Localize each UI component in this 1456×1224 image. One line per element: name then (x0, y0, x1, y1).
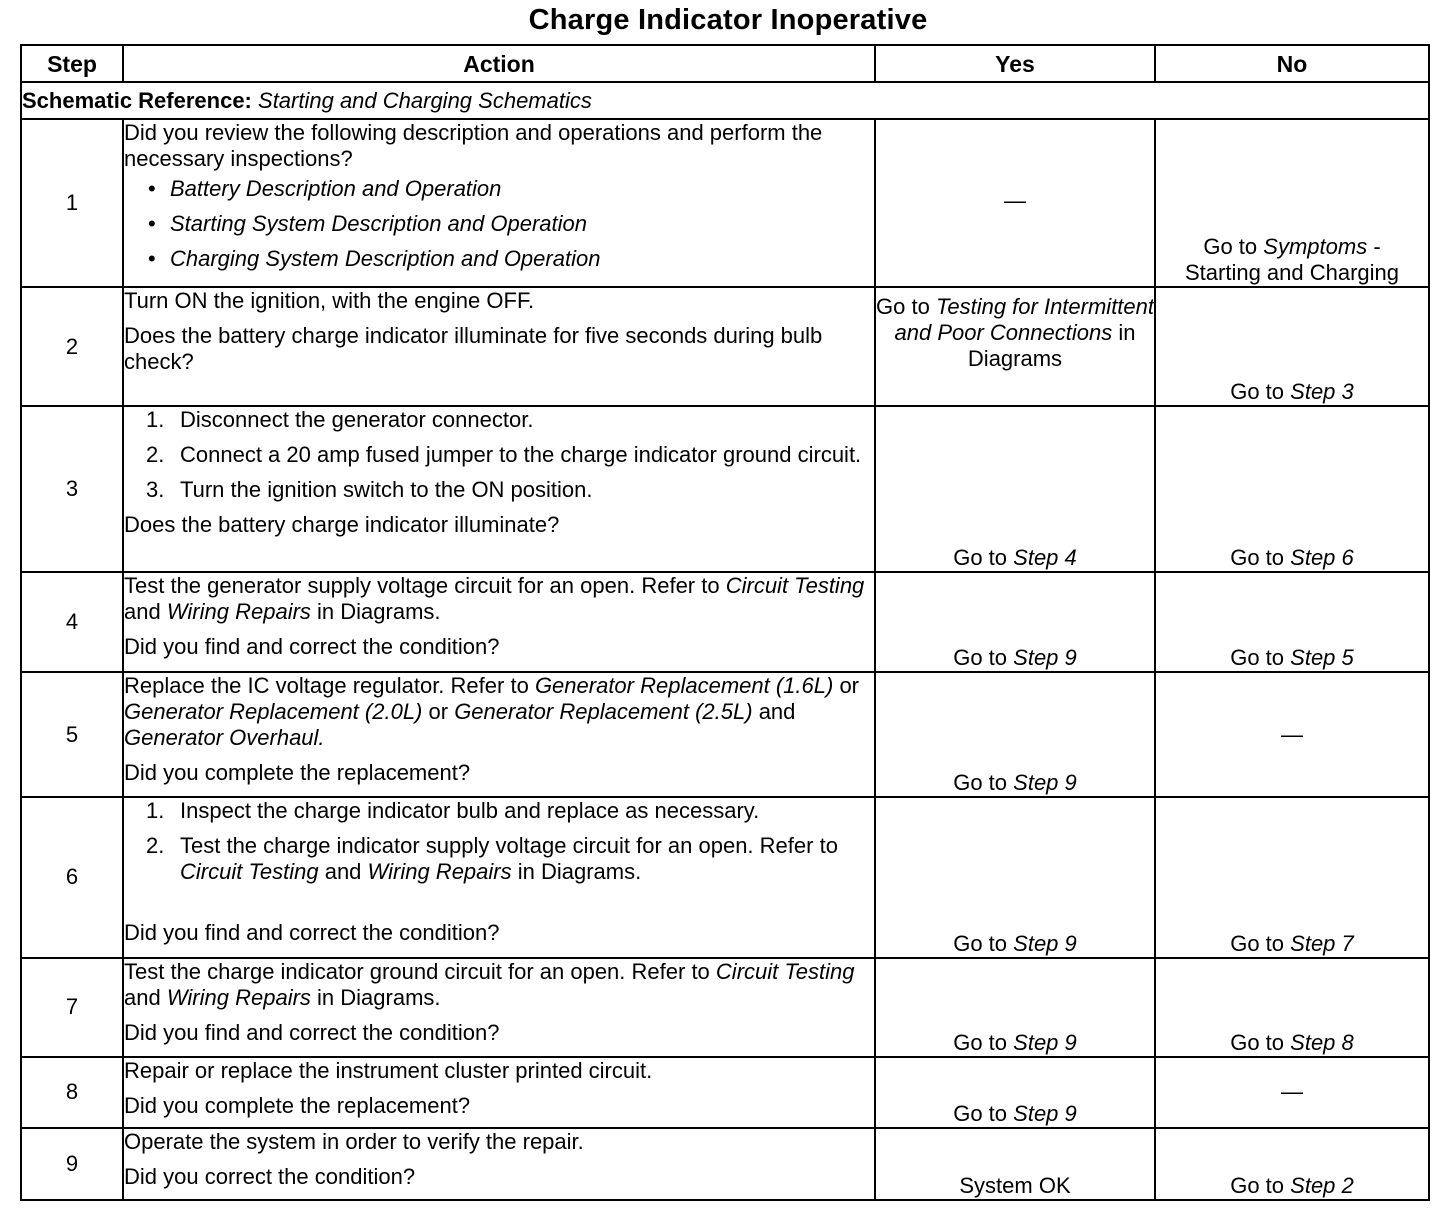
action-cell (123, 406, 875, 572)
table-row (21, 119, 1429, 287)
yes-cell: Go to Step 9 (875, 672, 1155, 797)
generator-replacement-1-6l-link[interactable]: Generator Replacement (1.6L) (534, 673, 834, 699)
circuit-testing-link[interactable]: Circuit Testing (715, 958, 855, 984)
no-cell: Go to Step 8 (1155, 958, 1429, 1057)
action-question: Did you find and correct the condition? (124, 633, 500, 659)
circuit-testing-link[interactable]: Circuit Testing (725, 572, 865, 598)
step-number: 8 (21, 1057, 123, 1128)
yes-link[interactable]: Step 9 (1013, 930, 1077, 956)
step-number: 5 (21, 672, 123, 797)
bullet-item-link[interactable]: • Starting System Description and Operation (148, 211, 874, 237)
yes-link[interactable]: Step 9 (1013, 645, 1077, 671)
action-cell: Replace the IC voltage regulator. Refer to Generator Replacement (1.6L) or Generator Replacement (2.0L) or Generator Replacement (2.5L) and Generator Overhaul. Did you complete the replacement? (123, 672, 875, 797)
action-question: Did you find and correct the condition? (124, 920, 500, 946)
yes-cell (875, 1128, 1155, 1200)
wiring-repairs-link[interactable]: Wiring Repairs (367, 859, 512, 885)
action-question: Did you correct the condition? (124, 1163, 416, 1189)
wiring-repairs-link[interactable]: Wiring Repairs (166, 598, 311, 624)
yes-cell: Go to Step 4 (875, 406, 1155, 572)
schematic-reference-label: Schematic Reference: (22, 87, 252, 113)
action-cell (123, 119, 875, 287)
action-question: Does the battery charge indicator illuminate for five seconds during bulb check? (124, 323, 823, 375)
yes-cell: Go to Testing for Intermittent and Poor Connections in Diagrams (875, 287, 1155, 405)
circuit-testing-link[interactable]: Circuit Testing (180, 859, 319, 885)
no-cell: Go to Step 2 (1155, 1128, 1429, 1200)
generator-replacement-2-5l-link[interactable]: Generator Replacement (2.5L) (454, 699, 753, 725)
table-row (21, 797, 1429, 957)
system-ok-text: System OK (959, 1173, 1071, 1198)
schematic-reference (21, 82, 1429, 119)
yes-link[interactable]: Step 9 (1013, 1100, 1077, 1126)
yes-link[interactable]: Step 9 (1013, 1029, 1077, 1055)
no-link[interactable]: Step 8 (1290, 1029, 1354, 1055)
list-item: 2. Test the charge indicator supply voltage circuit for an open. Refer to Circuit Testing and Wiring Repairs in Diagrams. (146, 833, 838, 885)
no-dash: — (1281, 721, 1303, 747)
list-item: 2. Connect a 20 amp fused jumper to the charge indicator ground circuit. (146, 441, 862, 467)
step-number: 4 (21, 572, 123, 672)
yes-dash: — (1004, 188, 1026, 214)
no-link[interactable]: Step 6 (1290, 544, 1354, 570)
action-question: Did you find and correct the condition? (124, 1019, 500, 1045)
header-row (21, 45, 1429, 82)
page-title: Charge Indicator Inoperative (528, 4, 928, 36)
no-link[interactable]: Step 5 (1290, 645, 1354, 671)
bullet-item-link[interactable]: • Battery Description and Operation (148, 176, 874, 202)
bullet-list (124, 176, 874, 272)
no-cell: Go to Step 7 (1155, 797, 1429, 957)
table-row (21, 1057, 1429, 1128)
list-item: 1. Disconnect the generator connector. (146, 406, 534, 432)
yes-cell: Go to Step 9 (875, 1057, 1155, 1128)
action-question: Does the battery charge indicator illuminate? (124, 511, 560, 537)
col-header-no: No (1155, 45, 1429, 82)
col-header-action: Action (123, 45, 875, 82)
table-row (21, 958, 1429, 1057)
step-number: 1 (21, 119, 123, 287)
no-cell: Go to Symptoms - Starting and Charging (1155, 119, 1429, 287)
action-question: Did you complete the replacement? (124, 1092, 471, 1118)
no-cell (1155, 1057, 1429, 1128)
no-link[interactable]: Step 7 (1290, 930, 1354, 956)
step-number: 2 (21, 287, 123, 405)
no-link[interactable]: Step 2 (1290, 1173, 1354, 1198)
step-number: 3 (21, 406, 123, 572)
diagnostic-table (20, 44, 1430, 1201)
no-dash: — (1281, 1079, 1303, 1105)
no-cell: Go to Step 5 (1155, 572, 1429, 672)
yes-cell (875, 119, 1155, 287)
schematic-reference-link[interactable]: Starting and Charging Schematics (258, 87, 592, 113)
yes-link[interactable]: Step 4 (1013, 544, 1077, 570)
col-header-yes: Yes (875, 45, 1155, 82)
step-number: 7 (21, 958, 123, 1057)
step-number: 9 (21, 1128, 123, 1200)
action-question: Did you review the following description and operations and perform the necessary inspections? (124, 120, 823, 172)
numbered-list (124, 407, 874, 503)
list-item: 3. Turn the ignition switch to the ON position. (146, 476, 593, 502)
table-row (21, 406, 1429, 572)
yes-link[interactable]: Step 9 (1013, 770, 1077, 796)
no-cell: Go to Step 3 (1155, 287, 1429, 405)
table-row (21, 572, 1429, 672)
action-question: Did you complete the replacement? (124, 760, 471, 786)
action-cell: Turn ON the ignition, with the engine OFF. Does the battery charge indicator illuminate for five seconds during bulb check? (123, 287, 875, 405)
wiring-repairs-link[interactable]: Wiring Repairs (166, 984, 311, 1010)
generator-replacement-2-0l-link[interactable]: Generator Replacement (2.0L) (124, 699, 423, 725)
action-cell (123, 797, 875, 957)
action-cell: Repair or replace the instrument cluster printed circuit. Did you complete the replacement? (123, 1057, 875, 1128)
col-header-step: Step (21, 45, 123, 82)
table-row (21, 287, 1429, 405)
table-row (21, 672, 1429, 797)
numbered-list (124, 798, 874, 885)
no-link[interactable]: Symptoms (1263, 234, 1368, 260)
action-cell: Test the generator supply voltage circuit for an open. Refer to Circuit Testing and Wiring Repairs in Diagrams. Did you find and correct the condition? (123, 572, 875, 672)
yes-cell: Go to Step 9 (875, 797, 1155, 957)
action-cell: Test the charge indicator ground circuit for an open. Refer to Circuit Testing and Wiring Repairs in Diagrams. Did you find and correct the condition? (123, 958, 875, 1057)
yes-cell: Go to Step 9 (875, 572, 1155, 672)
no-link[interactable]: Step 3 (1290, 378, 1354, 404)
no-cell (1155, 672, 1429, 797)
yes-link[interactable]: Testing for Intermittent and Poor Connections (894, 294, 1155, 346)
action-cell: Operate the system in order to verify the repair. Did you correct the condition? (123, 1128, 875, 1200)
no-cell: Go to Step 6 (1155, 406, 1429, 572)
bullet-item-link[interactable]: • Charging System Description and Operation (148, 246, 874, 272)
schematic-reference-row (21, 82, 1429, 119)
step-number: 6 (21, 797, 123, 957)
generator-overhaul-link[interactable]: Generator Overhaul. (124, 725, 325, 751)
table-row (21, 1128, 1429, 1200)
yes-cell: Go to Step 9 (875, 958, 1155, 1057)
list-item: 1. Inspect the charge indicator bulb and replace as necessary. (146, 798, 760, 824)
